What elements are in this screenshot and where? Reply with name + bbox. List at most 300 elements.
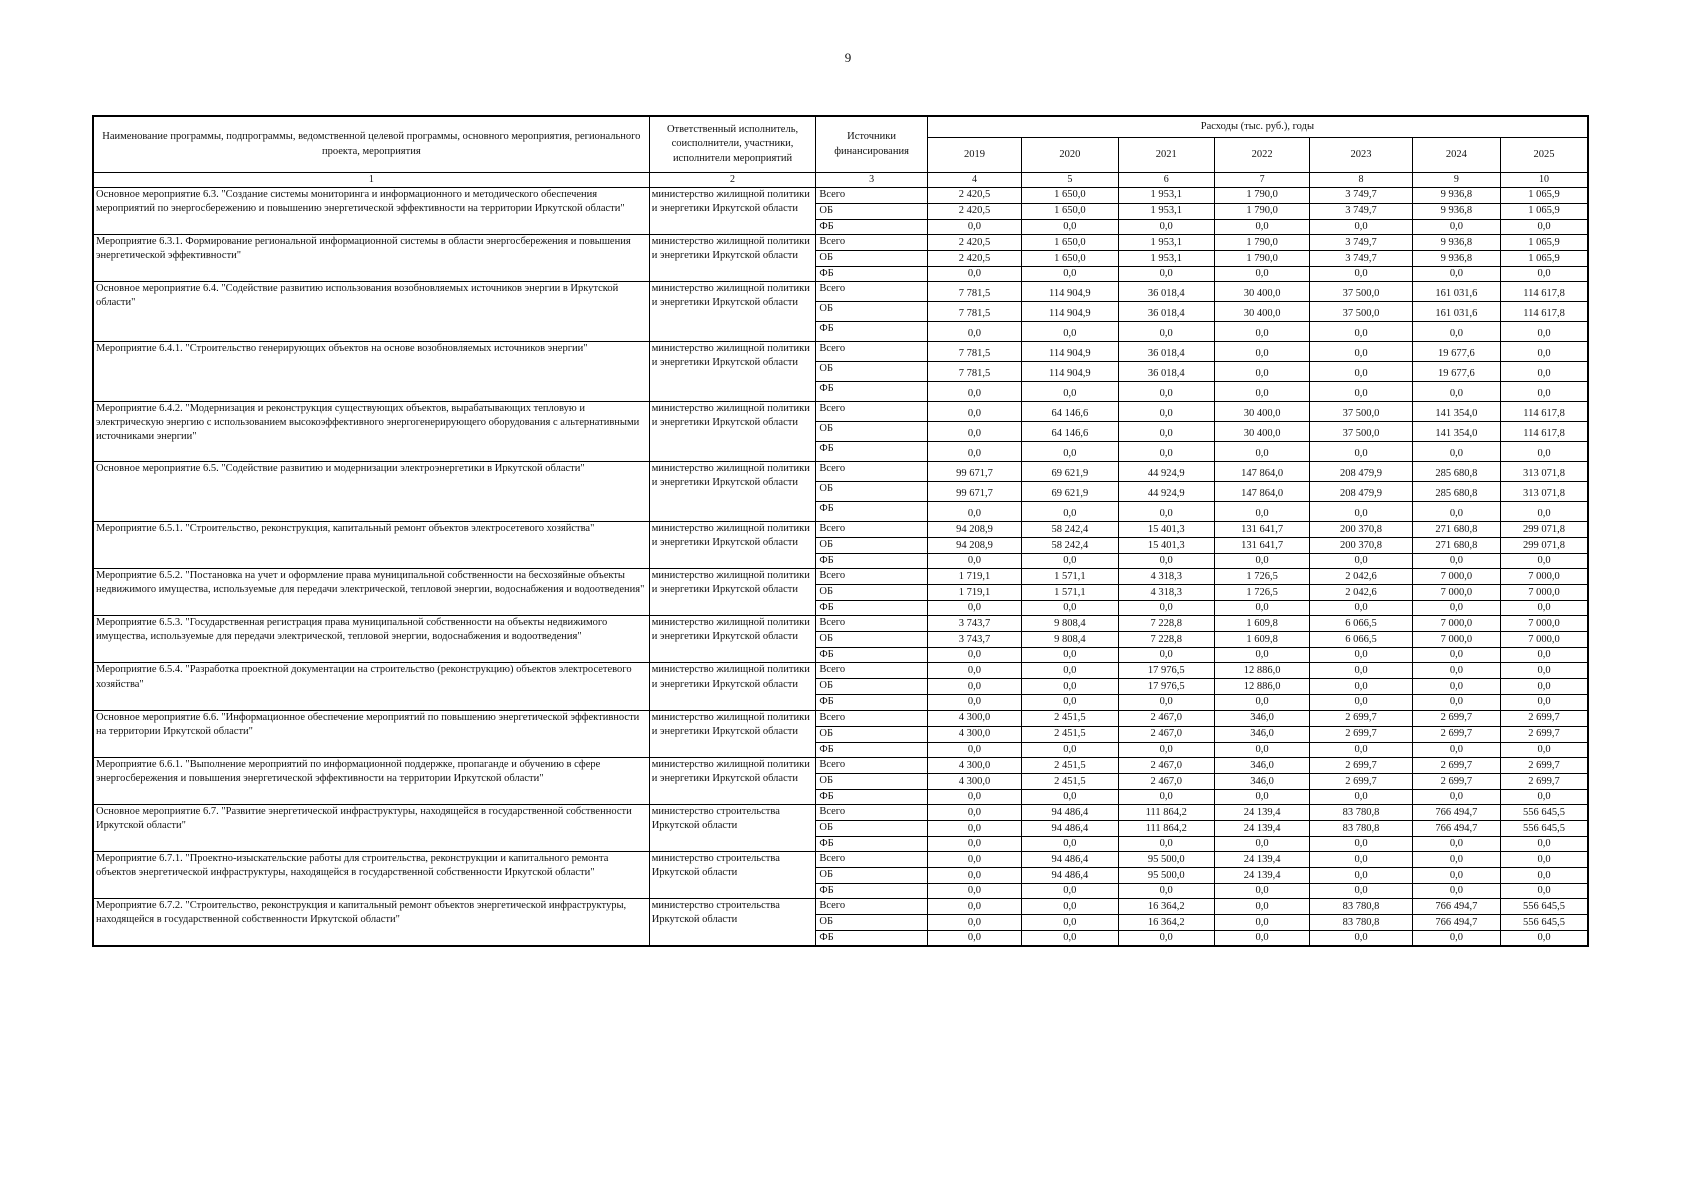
- expense-value: 1 790,0: [1214, 250, 1309, 266]
- expense-value: 0,0: [1214, 695, 1309, 710]
- expense-value: 0,0: [1412, 868, 1500, 884]
- expense-value: 2 699,7: [1501, 710, 1588, 726]
- expense-value: 346,0: [1214, 773, 1309, 789]
- expense-value: 0,0: [1214, 441, 1309, 461]
- expense-value: 0,0: [1118, 321, 1214, 341]
- expense-value: 0,0: [1501, 884, 1588, 899]
- header-year: 2019: [927, 138, 1021, 173]
- header-year: 2021: [1118, 138, 1214, 173]
- funding-source: Всего: [816, 401, 927, 421]
- expense-value: 0,0: [1310, 381, 1412, 401]
- expense-value: 3 749,7: [1310, 203, 1412, 219]
- expense-value: 0,0: [1022, 553, 1118, 568]
- expense-value: 556 645,5: [1501, 804, 1588, 820]
- expense-value: 200 370,8: [1310, 537, 1412, 553]
- expense-value: 1 065,9: [1501, 203, 1588, 219]
- expense-value: 0,0: [1501, 361, 1588, 381]
- expense-value: 0,0: [927, 789, 1021, 804]
- expense-value: 3 749,7: [1310, 234, 1412, 250]
- expense-value: 24 139,4: [1214, 852, 1309, 868]
- expense-value: 2 699,7: [1412, 757, 1500, 773]
- expense-value: 271 680,8: [1412, 521, 1500, 537]
- expense-value: 0,0: [1310, 663, 1412, 679]
- expense-value: 0,0: [1310, 836, 1412, 851]
- expense-value: 83 780,8: [1310, 899, 1412, 915]
- funding-source: Всего: [816, 804, 927, 820]
- expense-value: 0,0: [1310, 852, 1412, 868]
- expense-value: 7 000,0: [1412, 569, 1500, 585]
- expense-value: 0,0: [1501, 341, 1588, 361]
- expense-value: 313 071,8: [1501, 461, 1588, 481]
- expense-value: 2 699,7: [1412, 710, 1500, 726]
- funding-source: ФБ: [816, 742, 927, 757]
- expense-value: 6 066,5: [1310, 632, 1412, 648]
- expense-value: 556 645,5: [1501, 820, 1588, 836]
- funding-source: Всего: [816, 281, 927, 301]
- expense-value: 285 680,8: [1412, 481, 1500, 501]
- expense-value: 0,0: [1022, 501, 1118, 521]
- expense-value: 7 000,0: [1501, 585, 1588, 601]
- funding-source: Всего: [816, 341, 927, 361]
- funding-source: ФБ: [816, 601, 927, 616]
- expense-value: 346,0: [1214, 726, 1309, 742]
- expense-value: 0,0: [1214, 341, 1309, 361]
- expense-value: 0,0: [927, 679, 1021, 695]
- expense-value: 0,0: [927, 742, 1021, 757]
- responsible-executor: министерство жилищной политики и энергетики Иркутской области: [649, 710, 816, 757]
- responsible-executor: министерство жилищной политики и энергетики Иркутской области: [649, 757, 816, 804]
- expense-value: 0,0: [1412, 836, 1500, 851]
- funding-source: ФБ: [816, 648, 927, 663]
- expense-value: 0,0: [1501, 852, 1588, 868]
- funding-source: ОБ: [816, 537, 927, 553]
- expense-value: 0,0: [1022, 899, 1118, 915]
- table-row: [93, 804, 1588, 820]
- expense-value: 0,0: [927, 836, 1021, 851]
- expense-value: 0,0: [927, 852, 1021, 868]
- activity-name: Мероприятие 6.4.1. "Строительство генерирующих объектов на основе возобновляемых источников энергии": [93, 341, 649, 401]
- expense-value: 99 671,7: [927, 461, 1021, 481]
- expense-value: 0,0: [1118, 401, 1214, 421]
- expense-value: 131 641,7: [1214, 537, 1309, 553]
- responsible-executor: министерство жилищной политики и энергетики Иркутской области: [649, 461, 816, 521]
- expense-value: 0,0: [1118, 219, 1214, 234]
- expense-value: 114 617,8: [1501, 281, 1588, 301]
- expense-value: 2 420,5: [927, 250, 1021, 266]
- funding-source: ФБ: [816, 931, 927, 947]
- expense-value: 0,0: [1501, 836, 1588, 851]
- expense-value: 0,0: [1022, 219, 1118, 234]
- expense-value: 9 936,8: [1412, 234, 1500, 250]
- activity-name: Основное мероприятие 6.3. "Создание системы мониторинга и информационного и методического обеспечения мероприятий по энергосбережению и повышению энергетической эффективности на территории Иркутской области": [93, 187, 649, 234]
- expense-value: 285 680,8: [1412, 461, 1500, 481]
- funding-source: ФБ: [816, 836, 927, 851]
- expense-value: 0,0: [1310, 219, 1412, 234]
- funding-source: ОБ: [816, 250, 927, 266]
- expense-value: 0,0: [1214, 648, 1309, 663]
- expense-value: 0,0: [1022, 915, 1118, 931]
- expense-value: 147 864,0: [1214, 461, 1309, 481]
- expense-value: 0,0: [1412, 553, 1500, 568]
- expense-value: 271 680,8: [1412, 537, 1500, 553]
- expense-value: 94 486,4: [1022, 820, 1118, 836]
- expense-value: 0,0: [1214, 601, 1309, 616]
- expense-value: 0,0: [1501, 381, 1588, 401]
- expense-value: 0,0: [927, 266, 1021, 281]
- expense-value: 2 467,0: [1118, 726, 1214, 742]
- expense-value: 0,0: [1412, 441, 1500, 461]
- expense-value: 95 500,0: [1118, 868, 1214, 884]
- expense-value: 1 790,0: [1214, 234, 1309, 250]
- header-year: 2022: [1214, 138, 1309, 173]
- activity-name: Основное мероприятие 6.4. "Содействие развитию использования возобновляемых источников энергии в Иркутской области": [93, 281, 649, 341]
- expense-value: 36 018,4: [1118, 301, 1214, 321]
- expense-value: 0,0: [1118, 501, 1214, 521]
- expense-value: 0,0: [1214, 884, 1309, 899]
- header-year: 2025: [1501, 138, 1588, 173]
- expense-value: 37 500,0: [1310, 301, 1412, 321]
- expense-value: 44 924,9: [1118, 481, 1214, 501]
- expense-value: 12 886,0: [1214, 663, 1309, 679]
- expense-value: 7 781,5: [927, 301, 1021, 321]
- funding-source: Всего: [816, 663, 927, 679]
- expense-value: 0,0: [1022, 695, 1118, 710]
- expense-value: 7 000,0: [1501, 632, 1588, 648]
- funding-source: ОБ: [816, 421, 927, 441]
- table-row: [93, 569, 1588, 585]
- expense-value: 2 451,5: [1022, 710, 1118, 726]
- expense-value: 4 300,0: [927, 773, 1021, 789]
- expense-value: 3 743,7: [927, 632, 1021, 648]
- expense-value: 0,0: [1118, 931, 1214, 947]
- expense-value: 7 781,5: [927, 361, 1021, 381]
- expense-value: 64 146,6: [1022, 421, 1118, 441]
- expense-value: 0,0: [1310, 341, 1412, 361]
- expense-value: 0,0: [1412, 501, 1500, 521]
- expense-value: 58 242,4: [1022, 537, 1118, 553]
- expense-value: 37 500,0: [1310, 421, 1412, 441]
- expense-value: 0,0: [1022, 742, 1118, 757]
- expense-value: 7 000,0: [1412, 616, 1500, 632]
- expense-value: 2 699,7: [1501, 757, 1588, 773]
- funding-source: ФБ: [816, 695, 927, 710]
- funding-source: ОБ: [816, 773, 927, 789]
- header-index: 7: [1214, 173, 1309, 188]
- responsible-executor: министерство строительства Иркутской области: [649, 852, 816, 899]
- expense-value: 2 699,7: [1310, 710, 1412, 726]
- funding-source: ФБ: [816, 441, 927, 461]
- expense-value: 0,0: [1118, 884, 1214, 899]
- expense-value: 111 864,2: [1118, 820, 1214, 836]
- expense-value: 0,0: [1118, 789, 1214, 804]
- expense-value: 0,0: [1214, 899, 1309, 915]
- expense-value: 0,0: [1214, 742, 1309, 757]
- table-row: [93, 757, 1588, 773]
- expense-value: 1 953,1: [1118, 203, 1214, 219]
- funding-source: Всего: [816, 757, 927, 773]
- table-row: [93, 616, 1588, 632]
- funding-source: ОБ: [816, 632, 927, 648]
- expense-value: 0,0: [1214, 219, 1309, 234]
- expense-value: 24 139,4: [1214, 804, 1309, 820]
- expense-value: 0,0: [927, 381, 1021, 401]
- expense-value: 766 494,7: [1412, 899, 1500, 915]
- expense-value: 0,0: [927, 321, 1021, 341]
- expense-value: 30 400,0: [1214, 281, 1309, 301]
- expense-value: 0,0: [1022, 381, 1118, 401]
- funding-source: Всего: [816, 521, 927, 537]
- expense-value: 0,0: [1501, 679, 1588, 695]
- expense-value: 94 208,9: [927, 537, 1021, 553]
- responsible-executor: министерство жилищной политики и энергетики Иркутской области: [649, 569, 816, 616]
- funding-source: ОБ: [816, 481, 927, 501]
- expense-value: 0,0: [927, 219, 1021, 234]
- activity-name: Основное мероприятие 6.5. "Содействие развитию и модернизации электроэнергетики в Иркутской области": [93, 461, 649, 521]
- expense-value: 2 699,7: [1501, 773, 1588, 789]
- expense-value: 208 479,9: [1310, 461, 1412, 481]
- expense-value: 0,0: [1118, 421, 1214, 441]
- expense-value: 0,0: [1310, 742, 1412, 757]
- expense-value: 200 370,8: [1310, 521, 1412, 537]
- expense-value: 0,0: [1501, 219, 1588, 234]
- expense-value: 36 018,4: [1118, 361, 1214, 381]
- expense-value: 24 139,4: [1214, 868, 1309, 884]
- expense-value: 1 953,1: [1118, 250, 1214, 266]
- table-row: [93, 341, 1588, 361]
- expense-value: 6 066,5: [1310, 616, 1412, 632]
- activity-name: Основное мероприятие 6.7. "Развитие энергетической инфраструктуры, находящейся в государственной собственности Иркутской области": [93, 804, 649, 851]
- expense-value: 7 000,0: [1501, 569, 1588, 585]
- expense-value: 0,0: [927, 401, 1021, 421]
- expense-value: 7 781,5: [927, 341, 1021, 361]
- expense-value: 0,0: [1214, 381, 1309, 401]
- expense-value: 37 500,0: [1310, 401, 1412, 421]
- expense-value: 0,0: [1501, 501, 1588, 521]
- expense-value: 141 354,0: [1412, 421, 1500, 441]
- expense-value: 16 364,2: [1118, 915, 1214, 931]
- expense-value: 0,0: [927, 441, 1021, 461]
- expense-value: 1 650,0: [1022, 187, 1118, 203]
- funding-source: Всего: [816, 569, 927, 585]
- expense-value: 0,0: [927, 804, 1021, 820]
- expense-value: 0,0: [1214, 789, 1309, 804]
- expense-value: 0,0: [1310, 789, 1412, 804]
- header-index: 9: [1412, 173, 1500, 188]
- activity-name: Мероприятие 6.5.3. "Государственная регистрация права муниципальной собственности на объекты недвижимого имущества, используемые для передачи электрической, тепловой энергии, водоснабжения и водоотведения": [93, 616, 649, 663]
- expense-value: 0,0: [1501, 441, 1588, 461]
- responsible-executor: министерство жилищной политики и энергетики Иркутской области: [649, 521, 816, 568]
- expense-value: 346,0: [1214, 757, 1309, 773]
- expense-value: 0,0: [1501, 868, 1588, 884]
- expense-value: 7 000,0: [1501, 616, 1588, 632]
- expense-value: 0,0: [927, 884, 1021, 899]
- expense-value: 299 071,8: [1501, 537, 1588, 553]
- expense-value: 0,0: [1310, 266, 1412, 281]
- expense-value: 0,0: [927, 820, 1021, 836]
- expense-value: 0,0: [1412, 648, 1500, 663]
- expense-value: 1 726,5: [1214, 585, 1309, 601]
- expense-value: 9 808,4: [1022, 632, 1118, 648]
- expense-value: 2 042,6: [1310, 585, 1412, 601]
- expense-value: 0,0: [1214, 266, 1309, 281]
- expense-value: 0,0: [1022, 648, 1118, 663]
- expense-value: 44 924,9: [1118, 461, 1214, 481]
- expense-value: 17 976,5: [1118, 663, 1214, 679]
- expense-value: 30 400,0: [1214, 421, 1309, 441]
- expense-value: 1 650,0: [1022, 203, 1118, 219]
- expense-value: 346,0: [1214, 710, 1309, 726]
- expense-value: 2 420,5: [927, 234, 1021, 250]
- responsible-executor: министерство строительства Иркутской области: [649, 899, 816, 947]
- expense-value: 0,0: [1501, 695, 1588, 710]
- header-expenses: Расходы (тыс. руб.), годы: [927, 116, 1588, 138]
- header-name: Наименование программы, подпрограммы, ведомственной целевой программы, основного мероприятия, регионального проекта, мероприятия: [93, 116, 649, 173]
- expense-value: 114 904,9: [1022, 341, 1118, 361]
- expense-value: 141 354,0: [1412, 401, 1500, 421]
- expense-value: 94 486,4: [1022, 852, 1118, 868]
- header-index: 10: [1501, 173, 1588, 188]
- funding-source: ОБ: [816, 361, 927, 381]
- expense-value: 99 671,7: [927, 481, 1021, 501]
- table-row: [93, 281, 1588, 301]
- activity-name: Мероприятие 6.5.2. "Постановка на учет и оформление права муниципальной собственности на бесхозяйные объекты недвижимого имущества, используемые для передачи электрической, тепловой энергии, водоснабжения и водоотведения": [93, 569, 649, 616]
- expense-value: 2 042,6: [1310, 569, 1412, 585]
- expense-value: 0,0: [1501, 931, 1588, 947]
- header-year: 2023: [1310, 138, 1412, 173]
- expense-value: 0,0: [1118, 742, 1214, 757]
- expense-value: 0,0: [1310, 648, 1412, 663]
- header-responsible: Ответственный исполнитель, соисполнители, участники, исполнители мероприятий: [649, 116, 816, 173]
- expense-value: 9 936,8: [1412, 187, 1500, 203]
- funding-source: ОБ: [816, 868, 927, 884]
- expense-value: 83 780,8: [1310, 820, 1412, 836]
- funding-source: ФБ: [816, 501, 927, 521]
- expense-value: 766 494,7: [1412, 915, 1500, 931]
- expense-value: 15 401,3: [1118, 521, 1214, 537]
- expense-value: 3 743,7: [927, 616, 1021, 632]
- expense-value: 24 139,4: [1214, 820, 1309, 836]
- expense-value: 0,0: [1412, 742, 1500, 757]
- expense-value: 0,0: [1022, 789, 1118, 804]
- expense-value: 64 146,6: [1022, 401, 1118, 421]
- header-year: 2020: [1022, 138, 1118, 173]
- expense-value: 16 364,2: [1118, 899, 1214, 915]
- responsible-executor: министерство жилищной политики и энергетики Иркутской области: [649, 401, 816, 461]
- funding-source: Всего: [816, 234, 927, 250]
- responsible-executor: министерство жилищной политики и энергетики Иркутской области: [649, 281, 816, 341]
- expense-value: 0,0: [1310, 868, 1412, 884]
- expense-value: 0,0: [1214, 931, 1309, 947]
- responsible-executor: министерство жилищной политики и энергетики Иркутской области: [649, 187, 816, 234]
- expense-value: 83 780,8: [1310, 915, 1412, 931]
- expense-value: 4 300,0: [927, 726, 1021, 742]
- expense-value: 4 318,3: [1118, 585, 1214, 601]
- expense-value: 0,0: [1022, 931, 1118, 947]
- responsible-executor: министерство жилищной политики и энергетики Иркутской области: [649, 234, 816, 281]
- expense-value: 2 699,7: [1310, 773, 1412, 789]
- expense-value: 17 976,5: [1118, 679, 1214, 695]
- expense-value: 0,0: [1118, 553, 1214, 568]
- funding-source: ОБ: [816, 679, 927, 695]
- expense-value: 4 300,0: [927, 710, 1021, 726]
- expense-value: 114 617,8: [1501, 421, 1588, 441]
- expense-value: 7 228,8: [1118, 632, 1214, 648]
- expense-value: 0,0: [1412, 884, 1500, 899]
- budget-table: [92, 115, 1589, 947]
- expense-value: 1 065,9: [1501, 187, 1588, 203]
- expense-value: 114 904,9: [1022, 301, 1118, 321]
- funding-source: ФБ: [816, 553, 927, 568]
- expense-value: 1 609,8: [1214, 632, 1309, 648]
- expense-value: 1 650,0: [1022, 234, 1118, 250]
- funding-source: ФБ: [816, 321, 927, 341]
- header-source: Источники финансирования: [816, 116, 927, 173]
- expense-value: 0,0: [1022, 663, 1118, 679]
- table-row: [93, 187, 1588, 203]
- expense-value: 766 494,7: [1412, 804, 1500, 820]
- expense-value: 0,0: [927, 899, 1021, 915]
- expense-value: 0,0: [1501, 648, 1588, 663]
- expense-value: 3 749,7: [1310, 250, 1412, 266]
- expense-value: 1 609,8: [1214, 616, 1309, 632]
- expense-value: 0,0: [1214, 836, 1309, 851]
- expense-value: 0,0: [1214, 553, 1309, 568]
- expense-value: 1 571,1: [1022, 569, 1118, 585]
- table-body: [93, 187, 1588, 946]
- expense-value: 0,0: [1118, 601, 1214, 616]
- expense-value: 0,0: [1022, 321, 1118, 341]
- expense-value: 2 699,7: [1412, 726, 1500, 742]
- expense-value: 2 467,0: [1118, 773, 1214, 789]
- funding-source: ФБ: [816, 789, 927, 804]
- funding-source: Всего: [816, 899, 927, 915]
- activity-name: Мероприятие 6.5.1. "Строительство, реконструкция, капитальный ремонт объектов электросетевого хозяйства": [93, 521, 649, 568]
- activity-name: Мероприятие 6.3.1. Формирование региональной информационной системы в области энергосбережения и повышения энергетической эффективности": [93, 234, 649, 281]
- expense-value: 0,0: [1310, 679, 1412, 695]
- expense-value: 0,0: [1118, 381, 1214, 401]
- expense-value: 0,0: [1118, 441, 1214, 461]
- table-row: [93, 401, 1588, 421]
- expense-value: 0,0: [1214, 361, 1309, 381]
- expense-value: 1 790,0: [1214, 187, 1309, 203]
- expense-value: 9 936,8: [1412, 250, 1500, 266]
- expense-value: 69 621,9: [1022, 461, 1118, 481]
- expense-value: 69 621,9: [1022, 481, 1118, 501]
- expense-value: 111 864,2: [1118, 804, 1214, 820]
- expense-value: 94 208,9: [927, 521, 1021, 537]
- expense-value: 114 617,8: [1501, 401, 1588, 421]
- expense-value: 0,0: [1022, 266, 1118, 281]
- expense-value: 2 451,5: [1022, 773, 1118, 789]
- expense-value: 2 699,7: [1412, 773, 1500, 789]
- expense-value: 556 645,5: [1501, 915, 1588, 931]
- funding-source: ФБ: [816, 219, 927, 234]
- funding-source: ОБ: [816, 203, 927, 219]
- expense-value: 2 467,0: [1118, 710, 1214, 726]
- expense-value: 766 494,7: [1412, 820, 1500, 836]
- activity-name: Мероприятие 6.7.2. "Строительство, реконструкция и капитальный ремонт объектов энергетической инфраструктуры, находящейся в государственной собственности Иркутской области": [93, 899, 649, 947]
- funding-source: ОБ: [816, 820, 927, 836]
- expense-value: 1 953,1: [1118, 234, 1214, 250]
- header-index: 3: [816, 173, 927, 188]
- expense-value: 0,0: [1501, 663, 1588, 679]
- expense-value: 2 451,5: [1022, 757, 1118, 773]
- expense-value: 0,0: [1412, 219, 1500, 234]
- activity-name: Мероприятие 6.4.2. "Модернизация и реконструкция существующих объектов, вырабатывающих тепловую и электрическую энергию с использованием высокоэффективного энергогенерирующего оборудования с альтернативными источниками энергии": [93, 401, 649, 461]
- expense-value: 0,0: [1022, 679, 1118, 695]
- expense-value: 0,0: [1501, 789, 1588, 804]
- expense-value: 147 864,0: [1214, 481, 1309, 501]
